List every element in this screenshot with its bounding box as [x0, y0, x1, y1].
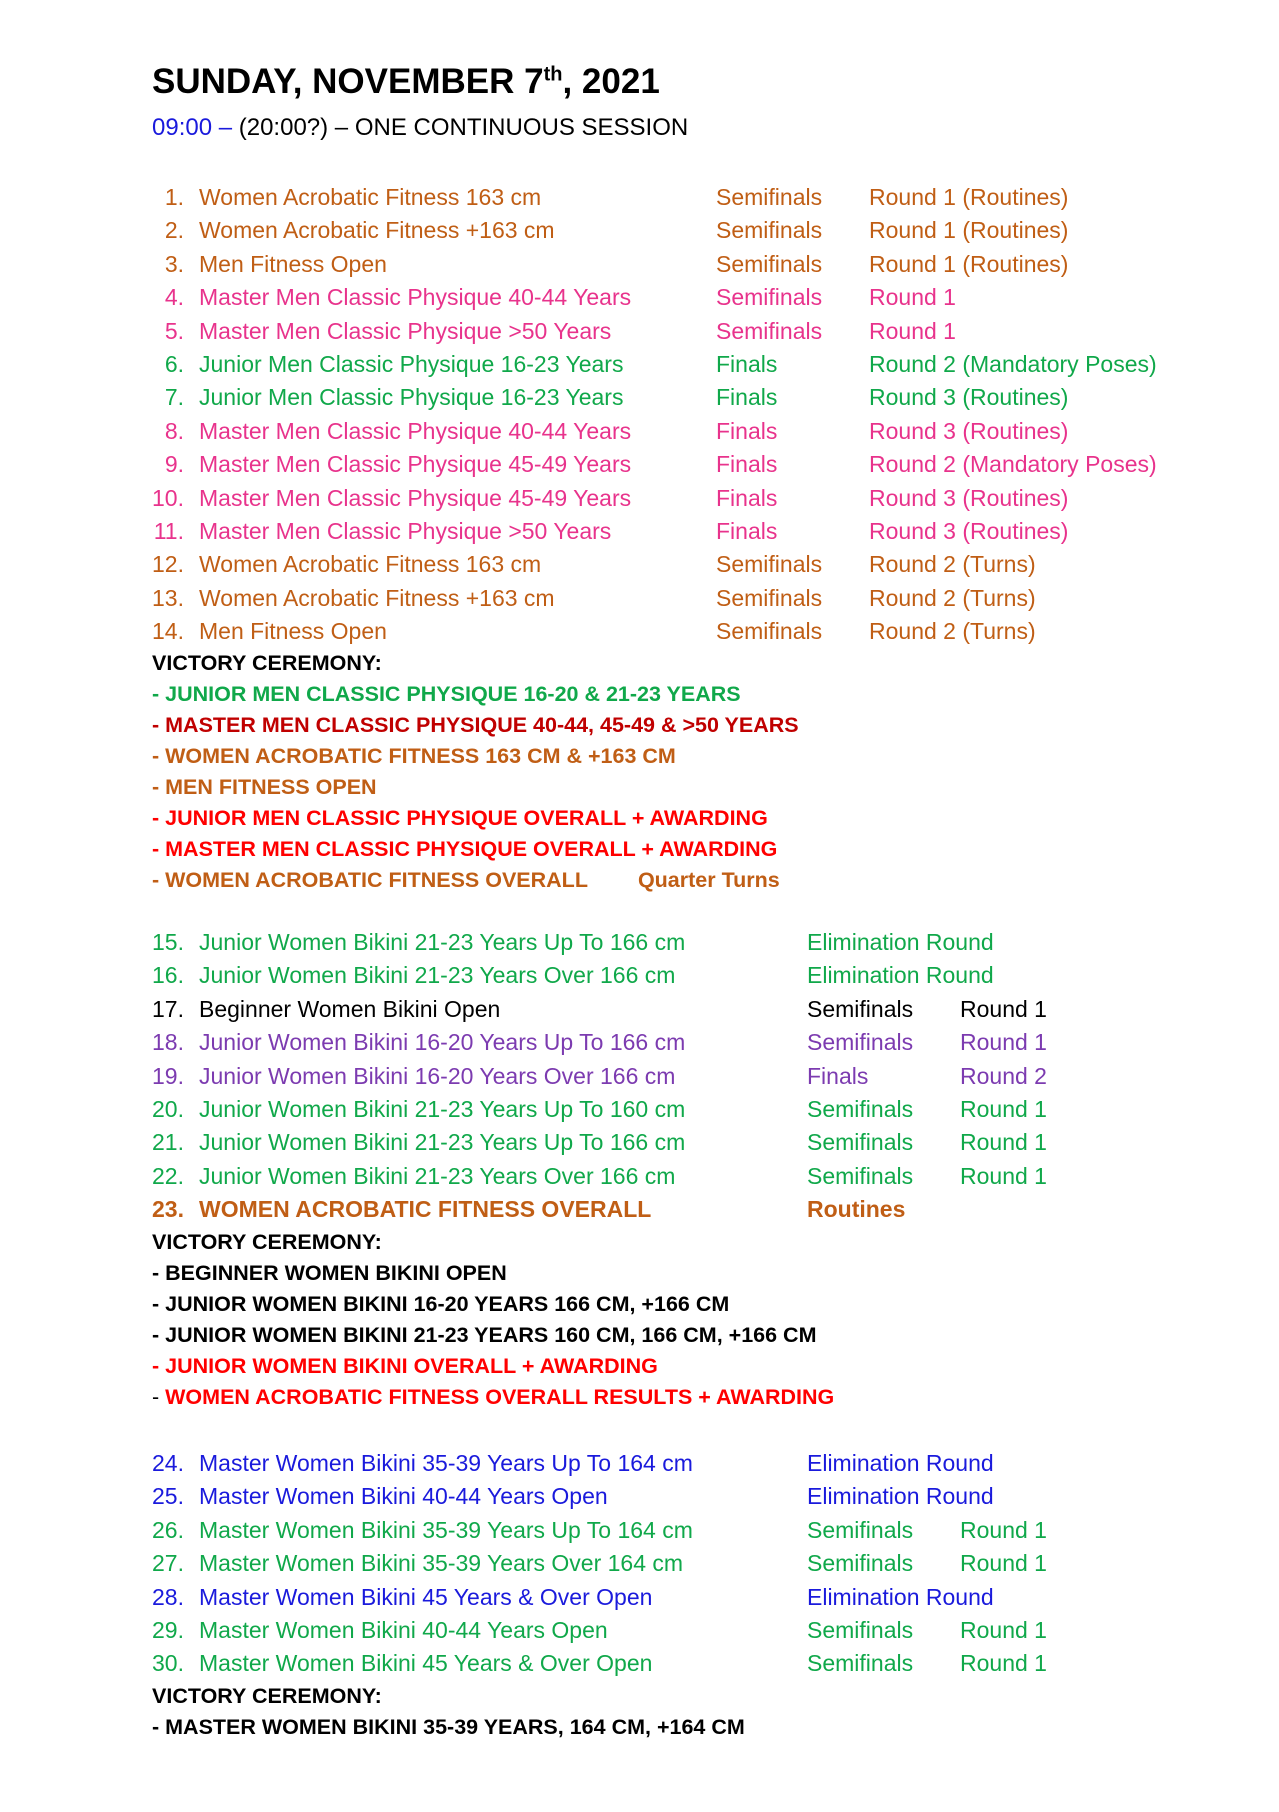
event-row — [0, 214, 1279, 247]
event-number: 24. — [152, 1450, 184, 1476]
ceremony-item-text: - WOMEN ACROBATIC FITNESS OVERALL — [152, 868, 588, 893]
event-name: Master Men Classic Physique 40-44 Years — [199, 417, 632, 444]
event-name: Master Women Bikini 40-44 Years Open — [199, 1616, 608, 1643]
event-round: Round 1 (Routines) — [869, 250, 1069, 277]
event-stage: Semifinals — [807, 995, 914, 1022]
event-round: Round 3 (Routines) — [869, 484, 1069, 511]
event-stage: Semifinals — [807, 1162, 914, 1189]
event-round: Round 1 — [960, 1029, 1047, 1056]
event-round: Round 2 (Turns) — [869, 551, 1036, 578]
event-stage: Semifinals — [716, 584, 823, 611]
event-stage: Semifinals — [716, 284, 823, 311]
event-number: 27. — [152, 1550, 184, 1577]
ceremony-item-text: - MEN FITNESS OPEN — [152, 775, 377, 800]
event-name: Women Acrobatic Fitness 163 cm — [199, 184, 542, 210]
ceremony-item — [0, 803, 1279, 834]
event-round: Round 1 — [960, 1095, 1047, 1122]
event-number: 14. — [152, 618, 184, 645]
event-stage: Elimination Round — [807, 1450, 994, 1476]
session-start-time: 09:00 – — [152, 114, 233, 141]
victory-ceremony — [0, 648, 1279, 896]
event-round: Round 1 — [960, 1650, 1047, 1677]
event-row — [0, 1026, 1279, 1059]
ceremony-item — [0, 1320, 1279, 1351]
event-number: 8. — [164, 417, 184, 444]
event-stage: Routines — [807, 1196, 906, 1223]
event-number: 16. — [152, 962, 184, 989]
event-row — [0, 615, 1279, 648]
event-name: Master Men Classic Physique 40-44 Years — [199, 284, 632, 311]
event-row — [0, 415, 1279, 448]
event-number: 23. — [152, 1196, 184, 1223]
event-number: 1. — [164, 184, 184, 210]
event-name: Junior Men Classic Physique 16-23 Years — [199, 384, 624, 411]
event-row — [0, 315, 1279, 348]
event-number: 11. — [153, 517, 184, 544]
event-name: Junior Women Bikini 21-23 Years Up To 160 cm — [199, 1095, 686, 1122]
event-number: 2. — [164, 217, 184, 244]
event-name: Junior Women Bikini 21-23 Years Up To 166 cm — [199, 1129, 686, 1156]
event-round: Round 1 — [869, 317, 956, 344]
event-name: Women Acrobatic Fitness 163 cm — [199, 551, 542, 578]
event-row — [0, 548, 1279, 581]
victory-ceremony-title: VICTORY CEREMONY: — [152, 1229, 382, 1254]
event-number: 29. — [152, 1616, 184, 1643]
event-name: Master Women Bikini 35-39 Years Up To 164 cm — [199, 1450, 693, 1476]
event-stage: Finals — [716, 517, 778, 544]
event-stage: Elimination Round — [807, 962, 994, 989]
event-list — [0, 926, 1279, 1227]
victory-ceremony-title: VICTORY CEREMONY: — [152, 651, 382, 676]
event-stage: Semifinals — [716, 551, 823, 578]
event-name: Master Men Classic Physique 45-49 Years — [199, 484, 632, 511]
event-name: Master Women Bikini 35-39 Years Over 164 cm — [199, 1550, 684, 1577]
event-stage: Finals — [807, 1062, 869, 1089]
event-row — [0, 281, 1279, 314]
event-round: Round 3 (Routines) — [869, 417, 1069, 444]
ceremony-item — [0, 834, 1279, 865]
event-round: Round 1 — [960, 1550, 1047, 1577]
event-number: 30. — [152, 1650, 184, 1677]
ceremony-item-note: Quarter Turns — [637, 868, 780, 893]
ceremony-item — [0, 1382, 1279, 1413]
event-stage: Semifinals — [716, 618, 823, 645]
event-number: 25. — [152, 1483, 184, 1510]
event-round: Round 2 (Mandatory Poses) — [869, 350, 1157, 377]
event-stage: Semifinals — [716, 217, 823, 244]
event-row — [0, 1581, 1279, 1614]
ceremony-item-text: - MASTER MEN CLASSIC PHYSIQUE OVERALL + AWARDING — [152, 837, 778, 862]
event-row — [0, 1193, 1279, 1226]
schedule-block-2 — [0, 926, 1279, 1413]
event-number: 12. — [152, 551, 184, 578]
title-year: , 2021 — [562, 62, 660, 101]
session-info — [152, 112, 688, 144]
event-round: Round 2 (Mandatory Poses) — [869, 451, 1157, 478]
event-stage: Finals — [716, 451, 778, 478]
event-name: Women Acrobatic Fitness +163 cm — [199, 217, 555, 244]
event-name: Men Fitness Open — [199, 618, 387, 645]
event-number: 9. — [164, 451, 184, 478]
ceremony-item — [0, 1289, 1279, 1320]
event-number: 3. — [164, 250, 184, 277]
event-stage: Semifinals — [716, 184, 823, 210]
event-name: Junior Women Bikini 21-23 Years Over 166 cm — [199, 1162, 676, 1189]
event-number: 5. — [164, 317, 184, 344]
event-row — [0, 381, 1279, 414]
event-list — [0, 181, 1279, 648]
ceremony-item-text: - JUNIOR WOMEN BIKINI 21-23 YEARS 160 CM, 166 CM, +166 CM — [152, 1322, 817, 1347]
event-number: 18. — [152, 1029, 184, 1056]
event-number: 21. — [152, 1129, 184, 1156]
event-row — [0, 1093, 1279, 1126]
event-row — [0, 348, 1279, 381]
ceremony-item — [0, 1351, 1279, 1382]
event-name: WOMEN ACROBATIC FITNESS OVERALL — [199, 1196, 652, 1223]
ceremony-item — [0, 741, 1279, 772]
event-number: 22. — [152, 1162, 184, 1189]
event-number: 7. — [164, 384, 184, 411]
event-name: Master Women Bikini 45 Years & Over Open — [199, 1650, 653, 1677]
victory-ceremony — [0, 1227, 1279, 1413]
event-row — [0, 181, 1279, 214]
page-title — [152, 60, 660, 104]
event-round: Round 2 — [960, 1062, 1047, 1089]
event-number: 10. — [152, 484, 184, 511]
event-row — [0, 1160, 1279, 1193]
event-name: Master Women Bikini 45 Years & Over Open — [199, 1583, 653, 1610]
event-row — [0, 1480, 1279, 1513]
event-stage: Elimination Round — [807, 1583, 994, 1610]
event-stage: Semifinals — [716, 317, 823, 344]
event-round: Round 1 — [960, 995, 1047, 1022]
event-number: 26. — [152, 1516, 184, 1543]
event-round: Round 2 (Turns) — [869, 618, 1036, 645]
event-row — [0, 515, 1279, 548]
event-name: Master Women Bikini 35-39 Years Up To 164 cm — [199, 1516, 693, 1543]
ceremony-item — [0, 865, 1279, 896]
event-stage: Semifinals — [807, 1129, 914, 1156]
event-name: Women Acrobatic Fitness +163 cm — [199, 584, 555, 611]
ceremony-item-prefix: - — [152, 1384, 166, 1409]
ceremony-item-text: - JUNIOR WOMEN BIKINI OVERALL + AWARDING — [152, 1353, 658, 1378]
schedule-block-1 — [0, 181, 1279, 896]
event-name: Beginner Women Bikini Open — [199, 995, 501, 1022]
event-round: Round 1 (Routines) — [869, 217, 1069, 244]
event-number: 4. — [164, 284, 184, 311]
event-row — [0, 482, 1279, 515]
victory-ceremony — [0, 1681, 1279, 1743]
event-name: Junior Women Bikini 21-23 Years Over 166 cm — [199, 962, 676, 989]
event-name: Master Men Classic Physique 45-49 Years — [199, 451, 632, 478]
ceremony-item — [0, 710, 1279, 741]
event-stage: Semifinals — [807, 1616, 914, 1643]
event-row — [0, 582, 1279, 615]
event-name: Junior Women Bikini 21-23 Years Up To 166 cm — [199, 929, 686, 955]
event-stage: Semifinals — [807, 1650, 914, 1677]
ceremony-item — [0, 1258, 1279, 1289]
event-row — [0, 448, 1279, 481]
event-row — [0, 1514, 1279, 1547]
event-row — [0, 1060, 1279, 1093]
event-row — [0, 926, 1279, 959]
event-number: 17. — [152, 995, 184, 1022]
event-round: Round 1 — [960, 1516, 1047, 1543]
event-row — [0, 1447, 1279, 1480]
event-round: Round 1 — [960, 1616, 1047, 1643]
event-row — [0, 1547, 1279, 1580]
schedule-block-3 — [0, 1447, 1279, 1743]
title-main: SUNDAY, NOVEMBER 7 — [152, 62, 544, 101]
event-name: Master Men Classic Physique >50 Years — [199, 517, 612, 544]
event-round: Round 1 — [960, 1162, 1047, 1189]
event-row — [0, 248, 1279, 281]
event-stage: Semifinals — [716, 250, 823, 277]
event-round: Round 3 (Routines) — [869, 517, 1069, 544]
event-name: Junior Women Bikini 16-20 Years Over 166 cm — [199, 1062, 676, 1089]
event-row — [0, 1647, 1279, 1680]
ceremony-item-text: - BEGINNER WOMEN BIKINI OPEN — [152, 1260, 507, 1285]
event-stage: Finals — [716, 350, 778, 377]
event-number: 6. — [164, 350, 184, 377]
event-round: Round 3 (Routines) — [869, 384, 1069, 411]
event-number: 28. — [152, 1583, 184, 1610]
event-row — [0, 993, 1279, 1026]
ceremony-item-text: - MASTER WOMEN BIKINI 35-39 YEARS, 164 CM, +164 CM — [152, 1714, 745, 1739]
session-description: (20:00?) – ONE CONTINUOUS SESSION — [232, 114, 689, 141]
event-stage: Semifinals — [807, 1029, 914, 1056]
event-round: Round 1 (Routines) — [869, 184, 1069, 210]
event-name: Master Women Bikini 40-44 Years Open — [199, 1483, 608, 1510]
ceremony-item-text: WOMEN ACROBATIC FITNESS OVERALL RESULTS + AWARDING — [165, 1384, 835, 1409]
title-superscript: th — [543, 63, 563, 86]
event-stage: Finals — [716, 417, 778, 444]
ceremony-item-text: - JUNIOR MEN CLASSIC PHYSIQUE OVERALL + AWARDING — [152, 806, 768, 831]
victory-ceremony-title: VICTORY CEREMONY: — [152, 1683, 382, 1708]
event-number: 19. — [152, 1062, 184, 1089]
ceremony-item — [0, 679, 1279, 710]
event-row — [0, 1126, 1279, 1159]
event-stage: Semifinals — [807, 1550, 914, 1577]
event-row — [0, 959, 1279, 992]
event-number: 15. — [152, 929, 184, 955]
event-stage: Elimination Round — [807, 929, 994, 955]
event-number: 20. — [152, 1095, 184, 1122]
event-stage: Finals — [716, 384, 778, 411]
ceremony-item-text: - WOMEN ACROBATIC FITNESS 163 CM & +163 CM — [152, 744, 676, 769]
event-stage: Semifinals — [807, 1516, 914, 1543]
ceremony-item-text: - JUNIOR WOMEN BIKINI 16-20 YEARS 166 CM, +166 CM — [152, 1291, 730, 1316]
event-name: Junior Women Bikini 16-20 Years Up To 166 cm — [199, 1029, 686, 1056]
ceremony-item — [0, 1712, 1279, 1743]
event-list — [0, 1447, 1279, 1681]
event-name: Junior Men Classic Physique 16-23 Years — [199, 350, 624, 377]
event-round: Round 2 (Turns) — [869, 584, 1036, 611]
ceremony-item-text: - JUNIOR MEN CLASSIC PHYSIQUE 16-20 & 21-23 YEARS — [152, 682, 741, 707]
ceremony-item-text: - MASTER MEN CLASSIC PHYSIQUE 40-44, 45-49 & >50 YEARS — [152, 713, 799, 738]
event-row — [0, 1614, 1279, 1647]
event-round: Round 1 — [869, 284, 956, 311]
event-stage: Elimination Round — [807, 1483, 994, 1510]
event-round: Round 1 — [960, 1129, 1047, 1156]
event-stage: Semifinals — [807, 1095, 914, 1122]
event-name: Master Men Classic Physique >50 Years — [199, 317, 612, 344]
event-name: Men Fitness Open — [199, 250, 387, 277]
ceremony-item — [0, 772, 1279, 803]
event-number: 13. — [152, 584, 184, 611]
event-stage: Finals — [716, 484, 778, 511]
